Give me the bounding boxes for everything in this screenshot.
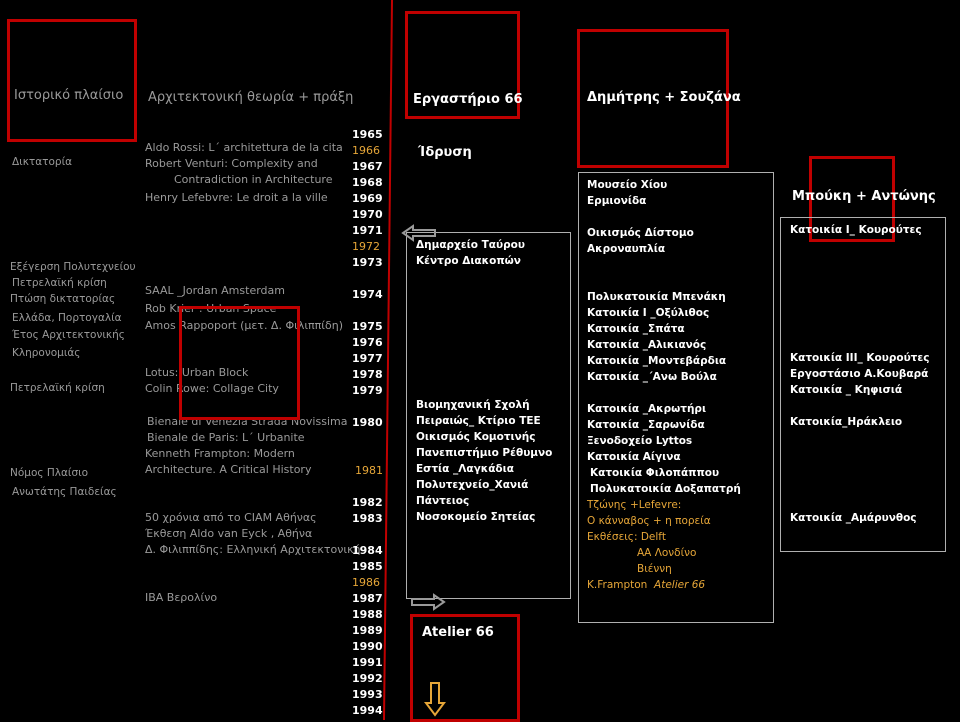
theory-item: Contradiction in Architecture <box>174 173 333 186</box>
list-item: Κατοικία Ι _Οξύλιθος <box>587 307 710 319</box>
bouki-item: Κατοικία _ Κηφισιά <box>790 384 903 396</box>
year-label: 1986 <box>352 576 380 589</box>
list-item: Κατοικία _Σπάτα <box>587 323 685 335</box>
year-label: 1991 <box>352 656 383 669</box>
theory-item: Aldo Rossi: L΄ architettura de la cita <box>145 141 343 154</box>
year-label: 1975 <box>352 320 383 333</box>
left-arrow-icon <box>401 223 437 243</box>
list-item <box>587 577 741 593</box>
list-item: Εστία _Λαγκάδια <box>416 463 514 475</box>
theory-item: Δ. Φιλιππίδης: Ελληνική Αρχιτεκτονική <box>145 543 361 556</box>
list-item: Οικισμός Δίστομο <box>587 227 694 239</box>
year-label: 1990 <box>352 640 383 653</box>
theory-item: 50 χρόνια από το CIAM Αθήνας <box>145 511 317 524</box>
list-item: Βιομηχανική Σχολή <box>416 399 530 411</box>
theory-item: SAAL _Jordan Amsterdam <box>145 284 285 297</box>
year-label: 1970 <box>352 208 383 221</box>
list-item: Βιέννη <box>637 563 672 575</box>
down-arrow-icon <box>423 681 447 717</box>
year-label: 1983 <box>352 512 383 525</box>
history-item: Έτος Αρχιτεκτονικής <box>12 329 125 341</box>
theory-item: Bienale de Paris: L΄ Urbanite <box>147 431 305 444</box>
list-item: Κατοικία _Αλικιανός <box>587 339 707 351</box>
list-item: Κατοικία _Σαρωνίδα <box>587 419 705 431</box>
timeline-divider <box>380 0 400 720</box>
atelier-header: Atelier 66 <box>422 625 494 640</box>
list-item: Εκθέσεις: Delft <box>587 531 666 543</box>
list-item: Πειραιώς_ Κτίριο ΤΕΕ <box>416 415 541 427</box>
list-item: Κέντρο Διακοπών <box>416 255 521 267</box>
list-item: Ακροναυπλία <box>587 243 666 255</box>
year-label: 1993 <box>352 688 383 701</box>
theory-item: Amos Rappoport (μετ. Δ. Φιλιππίδη) <box>145 319 344 332</box>
history-item: Δικτατορία <box>12 156 73 168</box>
list-item: Μουσείο Χίου <box>587 179 668 191</box>
list-item: Ο κάνναβος + η πορεία <box>587 515 711 527</box>
year-label: 1989 <box>352 624 383 637</box>
dimitris-list <box>587 177 741 593</box>
list-item: Κατοικία _΄Ανω Βούλα <box>587 371 717 383</box>
workshop-header: Εργαστήριο 66 <box>413 92 523 107</box>
year-label: 1967 <box>352 160 383 173</box>
history-item: Πετρελαϊκή κρίση <box>10 382 105 394</box>
workshop-list-2 <box>416 397 552 525</box>
bouki-item: Κατοικία ΙΙΙ_ Κουρούτες <box>790 352 930 364</box>
bouki-item: Κατοικία I_ Κουρούτες <box>790 224 922 236</box>
year-label: 1968 <box>352 176 383 189</box>
year-label: 1977 <box>352 352 383 365</box>
dimitris-header: Δημήτρης + Σουζάνα <box>587 90 741 105</box>
year-label: 1965 <box>352 128 383 141</box>
history-item: Νόμος Πλαίσιο <box>10 467 89 479</box>
list-item: Πολυτεχνείο_Χανιά <box>416 479 529 491</box>
year-label: 1971 <box>352 224 383 237</box>
frampton-label: K.Frampton <box>587 579 648 591</box>
list-item: Κατοικία _Ακρωτήρι <box>587 403 707 415</box>
list-item: Πολυκατοικία Δοξαπατρή <box>590 483 741 495</box>
list-item: ΑΑ Λονδίνο <box>637 547 697 559</box>
bouki-header: Μπούκη + Αντώνης <box>792 189 936 204</box>
list-item: Τζώνης +Lefevre: <box>587 499 682 511</box>
theory-header: Αρχιτεκτονική θεωρία + πράξη <box>148 90 354 105</box>
year-label: 1979 <box>352 384 383 397</box>
bouki-item: Κατοικία_Ηράκλειο <box>790 416 903 428</box>
history-item: Πετρελαϊκή κρίση <box>12 277 107 289</box>
year-label: 1966 <box>352 144 380 157</box>
history-item: Ελλάδα, Πορτογαλία <box>12 312 122 324</box>
year-label: 1969 <box>352 192 383 205</box>
year-label: 1981 <box>355 464 383 477</box>
theory-item: Colin Rowe: Collage City <box>145 382 279 395</box>
history-item: Ανωτάτης Παιδείας <box>12 486 117 498</box>
bouki-item: Εργοστάσιο Α.Κουβαρά <box>790 368 929 380</box>
theory-item: Henry Lefebvre: Le droit a la ville <box>145 191 328 204</box>
list-item: Πάντειος <box>416 495 470 507</box>
historical-header-box <box>7 19 137 142</box>
year-label: 1985 <box>352 560 383 573</box>
list-item: Πολυκατοικία Μπενάκη <box>587 291 726 303</box>
year-label: 1978 <box>352 368 383 381</box>
theory-item: Bienale di Venezia Strada Novissima <box>147 415 348 428</box>
list-item: Ερμιονίδα <box>587 195 647 207</box>
history-item: Κληρονομιάς <box>12 347 81 359</box>
theory-item: Robert Venturi: Complexity and <box>145 157 318 170</box>
history-item: Πτώση δικτατορίας <box>10 293 116 305</box>
year-label: 1972 <box>352 240 380 253</box>
founding-label: Ίδρυση <box>418 145 472 160</box>
list-item: Δημαρχείο Ταύρου <box>416 239 525 251</box>
year-label: 1980 <box>352 416 383 429</box>
bouki-item: Κατοικία _Αμάρυνθος <box>790 512 917 524</box>
list-item: Κατοικία _Μοντεβάρδια <box>587 355 727 367</box>
year-label: 1974 <box>352 288 383 301</box>
year-label: 1987 <box>352 592 383 605</box>
year-label: 1994 <box>352 704 383 717</box>
atelier-label: Atelier 66 <box>654 579 706 591</box>
history-item: Εξέγερση Πολυτεχνείου <box>10 261 136 273</box>
list-item: Οικισμός Κομοτινής <box>416 431 536 443</box>
year-label: 1973 <box>352 256 383 269</box>
theory-item: Architecture. A Critical History <box>145 463 312 476</box>
year-label: 1982 <box>352 496 383 509</box>
year-label: 1976 <box>352 336 383 349</box>
year-label: 1992 <box>352 672 383 685</box>
list-item: Νοσοκομείο Σητείας <box>416 511 536 523</box>
list-item: Κατοικία Φιλοπάππου <box>590 467 720 479</box>
theory-item: Lotus: Urban Block <box>145 366 249 379</box>
list-item: Πανεπιστήμιο Ρέθυμνο <box>416 447 553 459</box>
list-item: Κατοικία Αίγινα <box>587 451 681 463</box>
year-label: 1988 <box>352 608 383 621</box>
historical-header: Ιστορικό πλαίσιο <box>14 88 124 103</box>
theory-item: Kenneth Frampton: Modern <box>145 447 295 460</box>
highlight-box <box>179 306 300 420</box>
year-label: 1984 <box>352 544 383 557</box>
theory-item: Έκθεση Aldo van Eyck , Αθήνα <box>145 527 313 540</box>
list-item: Ξενοδοχείο Lyttos <box>587 435 693 447</box>
right-arrow-icon <box>410 592 446 612</box>
theory-item: IBA Βερολίνο <box>145 591 218 604</box>
theory-item: Rob Krier : Urban Space <box>145 302 277 315</box>
